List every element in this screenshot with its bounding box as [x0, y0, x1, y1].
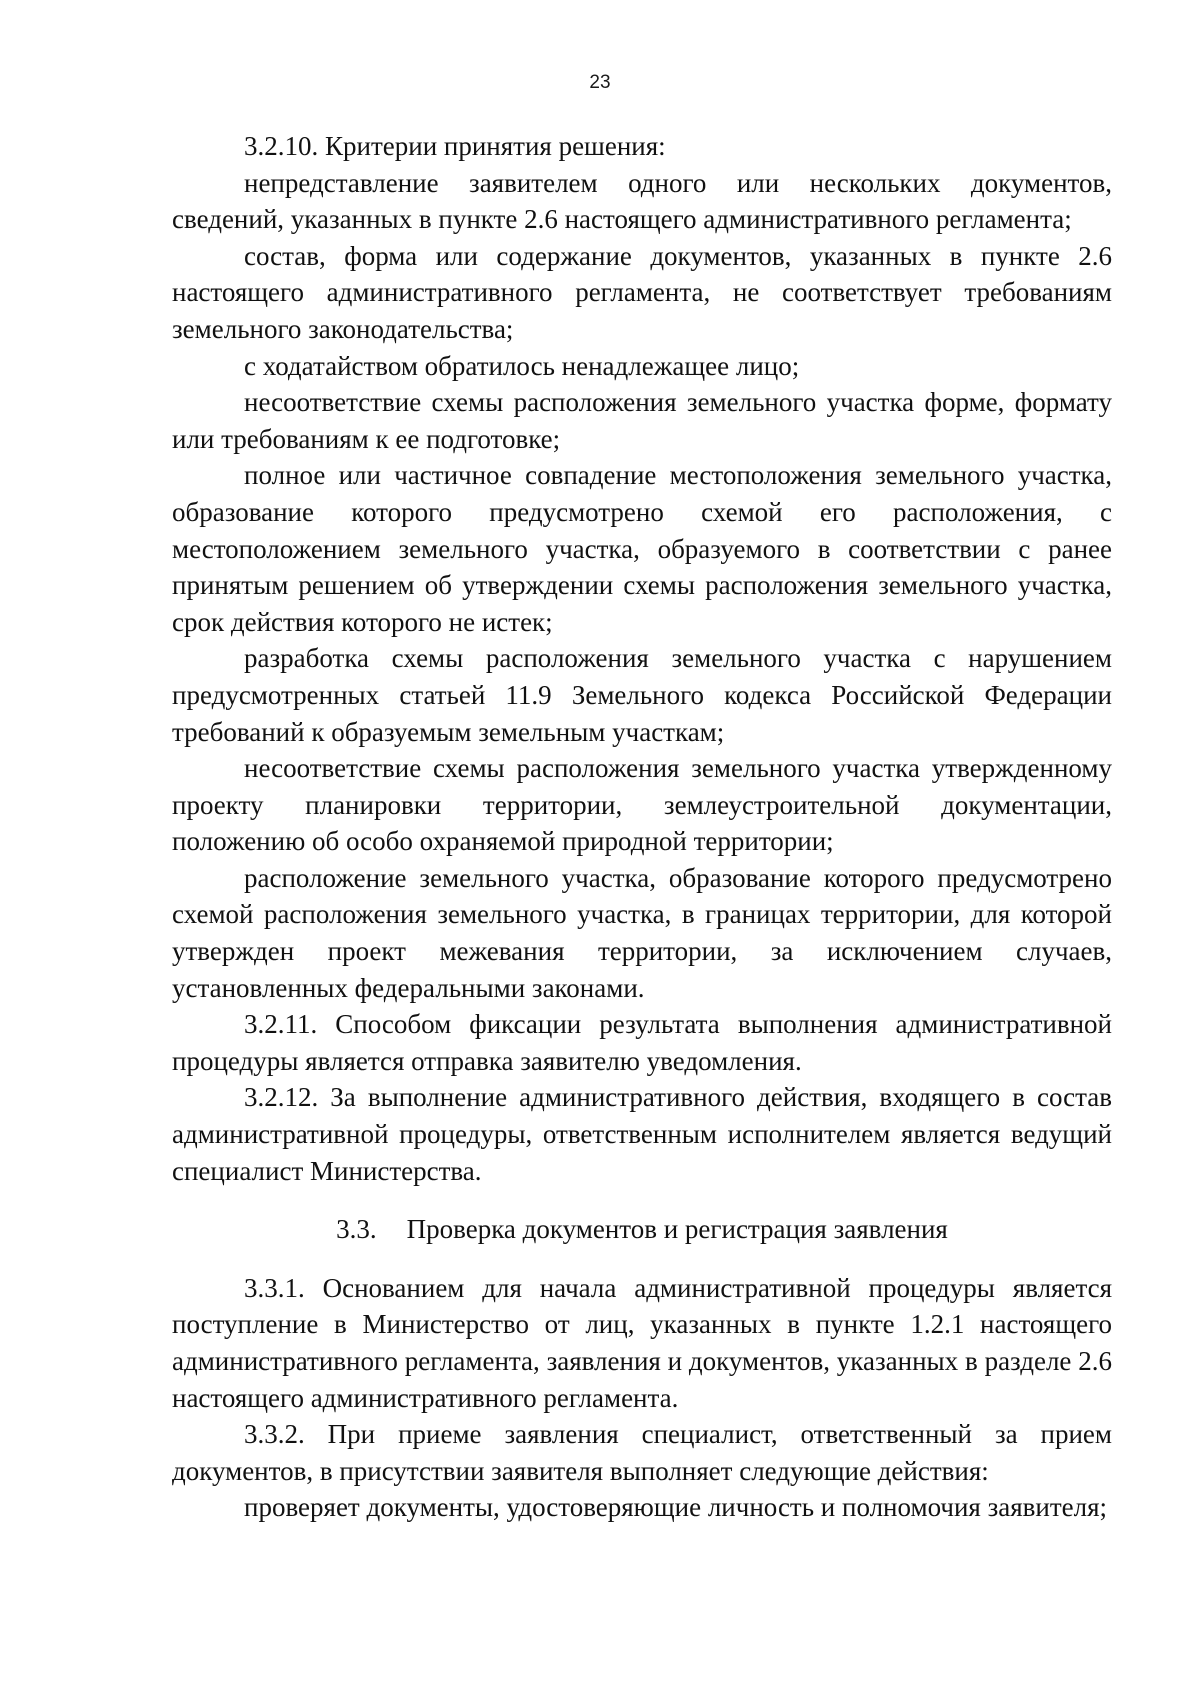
paragraph-criterion-missing-documents: непредставление заявителем одного или нескольких документов, сведений, указанных в пункте 2.6 настоящего административного регламента; [172, 167, 1112, 235]
section-number: 3.3. [336, 1214, 377, 1245]
section-title: Проверка документов и регистрация заявления [406, 1214, 948, 1245]
paragraph-3-3-2: 3.3.2. При приеме заявления специалист, ответственный за прием документов, в присутствии заявителя выполняет следующие действия: [172, 1419, 1112, 1486]
document-body [172, 128, 1112, 1526]
paragraph-criterion-survey-project: расположение земельного участка, образование которого предусмотрено схемой расположения земельного участка, в границах территории, для которой утвержден проект межевания территории, за исключением случаев, установленных федеральными законами. [172, 862, 1112, 1003]
paragraph-3-2-10: 3.2.10. Критерии принятия решения: [244, 131, 666, 161]
paragraph-criterion-scheme-form: несоответствие схемы расположения земельного участка форме, формату или требованиям к ее подготовке; [172, 387, 1112, 454]
paragraph-3-2-12: 3.2.12. За выполнение административного действия, входящего в состав административной процедуры, ответственным исполнителем является ведущий специалист Министерства. [172, 1082, 1112, 1186]
section-heading [172, 1211, 1112, 1248]
paragraph-3-3-1: 3.3.1. Основанием для начала административной процедуры является поступление в Министерство от лиц, указанных в пункте 1.2.1 настоящего административного регламента, заявления и документов, указанных в разделе 2.6 настоящего административного регламента. [172, 1272, 1112, 1413]
paragraph-criterion-improper-person: с ходатайством обратилось ненадлежащее лицо; [244, 350, 800, 381]
paragraph-criterion-location-overlap: полное или частичное совпадение местоположения земельного участка, образование которого предусмотрено схемой его расположения, с местоположением земельного участка, образуемого в соответствии с ранее принятым решением об утверждении схемы расположения земельного участка, срок действия которого не истек; [172, 460, 1112, 637]
paragraph-3-2-11: 3.2.11. Способом фиксации результата выполнения административной процедуры является отправка заявителю уведомления. [172, 1009, 1112, 1076]
paragraph-check-identity: проверяет документы, удостоверяющие личность и полномочия заявителя; [244, 1492, 1108, 1523]
paragraph-criterion-documents-mismatch: состав, форма или содержание документов, указанных в пункте 2.6 настоящего административного регламента, не соответствует требованиям земельного законодательства; [172, 240, 1112, 344]
paragraph-criterion-planning-project: несоответствие схемы расположения земельного участка утвержденному проекту планировки территории, землеустроительной документации, положению об особо охраняемой природной территории; [172, 753, 1112, 857]
paragraph-criterion-article-11-9: разработка схемы расположения земельного участка с нарушением предусмотренных статьей 11.9 Земельного кодекса Российской Федерации требований к образуемым земельным участкам; [172, 643, 1112, 747]
page-number: 23 [589, 72, 611, 93]
